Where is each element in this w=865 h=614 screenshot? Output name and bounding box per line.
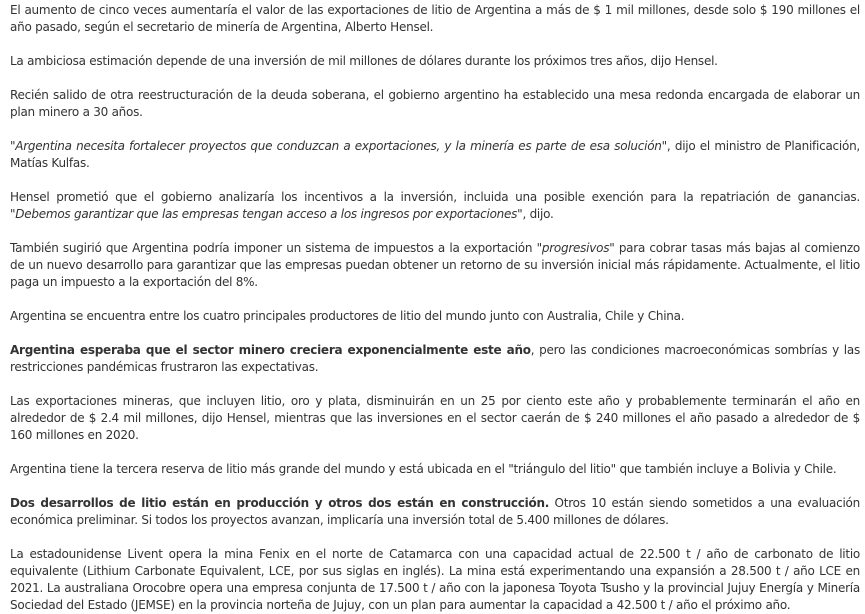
paragraph-12 [10,546,860,614]
highlight-desarrollos: Dos desarrollos de litio están en producción y otros dos están en construcción. [10,496,550,510]
paragraph-5-text: Hensel prometió que el gobierno analizaría los incentivos a la inversión, incluida una posible exención para la repatriación de ganancias. [10,190,860,204]
quote-kulfas: "Argentina necesita fortalecer proyectos que conduzcan a exportaciones, y la minería es parte de esa solución" [10,139,667,153]
paragraph-10-text: Argentina tiene la tercera reserva de litio más grande del mundo y está ubicada en el "triángulo del litio" que también incluye a Bolivia y Chile. [10,462,837,476]
paragraph-1-text: El aumento de cinco veces aumentaría el valor de las exportaciones de litio de Argentina a más de $ 1 mil millones, desde solo $ 190 millones el año pasado, según el secretario de minería de Argentina, Alberto Hensel. [10,3,860,34]
paragraph-3 [10,87,860,121]
paragraph-6-text: También sugirió que Argentina podría imponer un sistema de impuestos a la exportación [10,241,537,255]
paragraph-9 [10,393,860,444]
quote-hensel: "Debemos garantizar que las empresas tengan acceso a los ingresos por exportaciones" [10,207,523,221]
paragraph-5 [10,189,860,223]
paragraph-7 [10,308,860,325]
paragraph-6-tail: para cobrar tasas más bajas al comienzo de un nuevo desarrollo para garantizar que las empresas puedan obtener un retorno de su inversión inicial más rápidamente. Actualmente, el litio paga un impuesto a la exportación del 8%. [10,241,861,289]
paragraph-4 [10,138,860,172]
paragraph-1 [10,2,860,36]
paragraph-5-tail: , dijo. [522,207,554,221]
paragraph-12-text: La estadounidense Livent opera la mina Fenix en el norte de Catamarca con una capacidad actual de 22.500 t / año de carbonato de litio equivalente (Lithium Carbonate Equivalent, LCE, por sus siglas en inglés). La mina está experimentando una expansión a 28.500 t / año LCE en 2021. La australiana Orocobre opera una empresa conjunta de 17.500 t / año con la japonesa Toyota Tsusho y la provincial Jujuy Energía y Minería Sociedad del Estado (JEMSE) en la provincia norteña de Jujuy, con un plan para aumentar la capacidad a 42.500 t / año el próximo año. [10,547,860,612]
paragraph-11-text: Otros 10 están siendo sometidos a una evaluación económica preliminar. Si todos los proyectos avanzan, implicaría una inversión total de 5.400 millones de dólares. [10,496,860,527]
paragraph-9-text: Las exportaciones mineras, que incluyen litio, oro y plata, disminuirán en un 25 por ciento este año y probablemente terminarán el año en alrededor de $ 2.4 mil millones, dijo Hensel, mientras que las inversiones en el sector caerán de $ 240 millones el año pasado a alrededor de $ 160 millones en 2020. [10,394,860,442]
paragraph-6 [10,240,860,291]
highlight-sector-minero: Argentina esperaba que el sector minero creciera exponencialmente este año [10,343,531,357]
paragraph-10 [10,461,860,478]
quote-progresivos: "progresivos" [536,241,615,255]
paragraph-7-text: Argentina se encuentra entre los cuatro principales productores de litio del mundo junto con Australia, Chile y China. [10,309,685,323]
paragraph-2-text: La ambiciosa estimación depende de una inversión de mil millones de dólares durante los próximos tres años, dijo Hensel. [10,54,718,68]
paragraph-8 [10,342,860,376]
paragraph-4-text: , dijo el ministro de Planificación, Matías Kulfas. [10,139,860,170]
paragraph-11 [10,495,860,529]
paragraph-8-text: , pero las condiciones macroeconómicas sombrías y las restricciones pandémicas frustraron las expectativas. [10,343,860,374]
paragraph-2 [10,53,860,70]
paragraph-3-text: Recién salido de otra reestructuración de la deuda soberana, el gobierno argentino ha establecido una mesa redonda encargada de elaborar un plan minero a 30 años. [10,88,860,119]
